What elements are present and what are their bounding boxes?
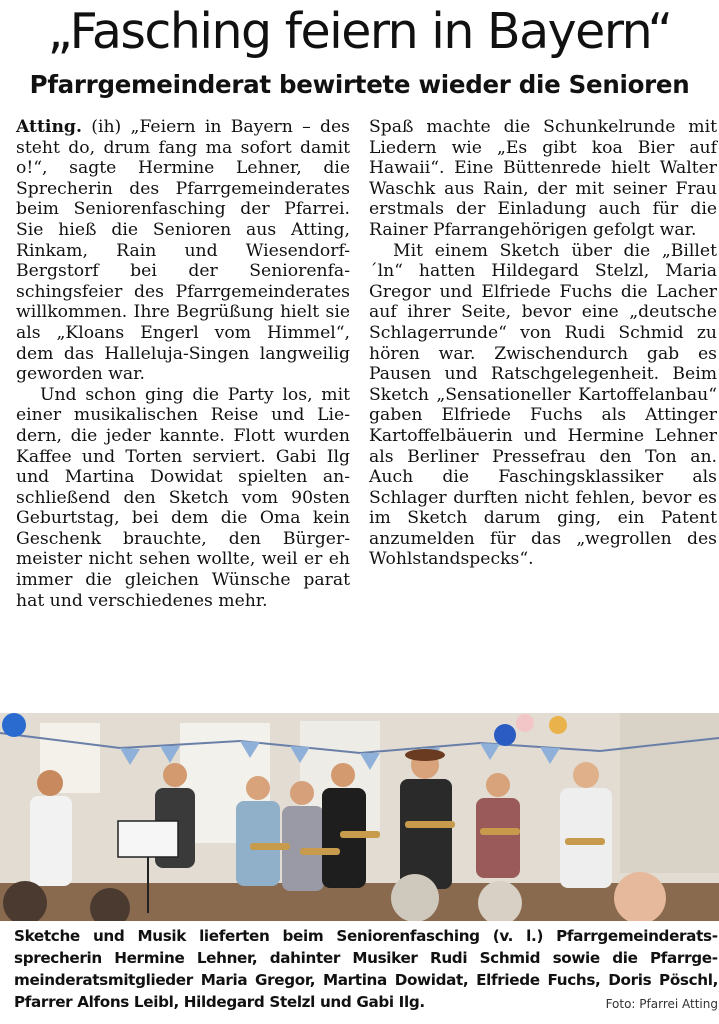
- paragraph-1-text: (ih) „Feiern in Bayern – des steht do, drum fang ma sofort damit o!“, sagte Hermine Lehner, die Sprecherin des Pfarrgemeinderates beim Seniorenfasching der Pfarrei. Sie hieß die Senioren aus Atting, Rinkam, Rain und Wiesendorf-Bergstorf bei der Seniorenfaschingsfeier des Pfarrgemeinderates willkommen. Ihre Begrüßung hielt sie als „Kloans Engerl vom Himmel“, dem das Halleluja-Singen langweilig geworden war.: [16, 117, 350, 385]
- paragraph-3: Spaß machte die Schunkelrunde mit Liedern wie „Es gibt koa Bier auf Hawaii“. Eine Büttenrede hielt Walter Waschk aus Rain, der mit seiner Frau erstmals der Einladung auch für die Rainer Pfarrangehörigen gefolgt war.: [369, 117, 717, 240]
- photo-caption: [14, 925, 718, 1015]
- article-column-right: [369, 117, 717, 570]
- event-photo: [0, 713, 719, 921]
- photo-illustration: [0, 713, 719, 921]
- article-column-left: [16, 117, 350, 611]
- photo-credit: Foto: Pfarrei Atting: [605, 997, 718, 1011]
- paragraph-4: Mit einem Sketch über die „Billet´ln“ hatten Hildegard Stelzl, Maria Gregor und Elfriede Fuchs die Lacher auf ihrer Seite, bevor eine „deutsche Schlagerrunde“ von Rudi Schmid zu hören war. Zwischendurch gab es Pausen und Ratschgelegenheit. Beim Sketch „Sensationeller Kartoffelanbau“ gaben Elfriede Fuchs als Attinger Kartoffelbäuerin und Hermine Lehner als Berliner Pressefrau den Ton an. Auch die Faschingsklassiker als Schlager durften nicht fehlen, bevor es im Sketch darum ging, ein Patent anzumelden für das „wegrollen des Wohlstandspecks“.: [369, 240, 717, 570]
- paragraph-1: [16, 117, 350, 385]
- caption-text: Sketche und Musik lieferten beim Seniorenfasching (v. l.) Pfarrgemeinderatssprecherin Hermine Lehner, dahinter Musiker Rudi Schmid sowie die Pfarrgemeinderatsmitglieder Maria Gregor, Martina Dowidat, Elfriede Fuchs, Doris Pöschl, Pfarrer Alfons Leibl, Hildegard Stelzl und Gabi Ilg.: [14, 927, 718, 1011]
- headline: „Fasching feiern in Bayern“: [47, 3, 672, 60]
- paragraph-2: Und schon ging die Party los, mit einer musikalischen Reise und Liedern, die jeder kannte. Flott wurden Kaffee und Torten serviert. Gabi Ilg und Martina Dowidat spielten anschließend den Sketch vom 90sten Geburtstag, bei dem die Oma kein Geschenk brauchte, den Bürgermeister nicht sehen wollte, weil er eh immer die gleichen Wünsche parat hat und verschiedenes mehr.: [16, 384, 350, 611]
- dateline: Atting.: [16, 117, 82, 137]
- subheadline: Pfarrgemeinderat bewirtete wieder die Senioren: [29, 70, 690, 99]
